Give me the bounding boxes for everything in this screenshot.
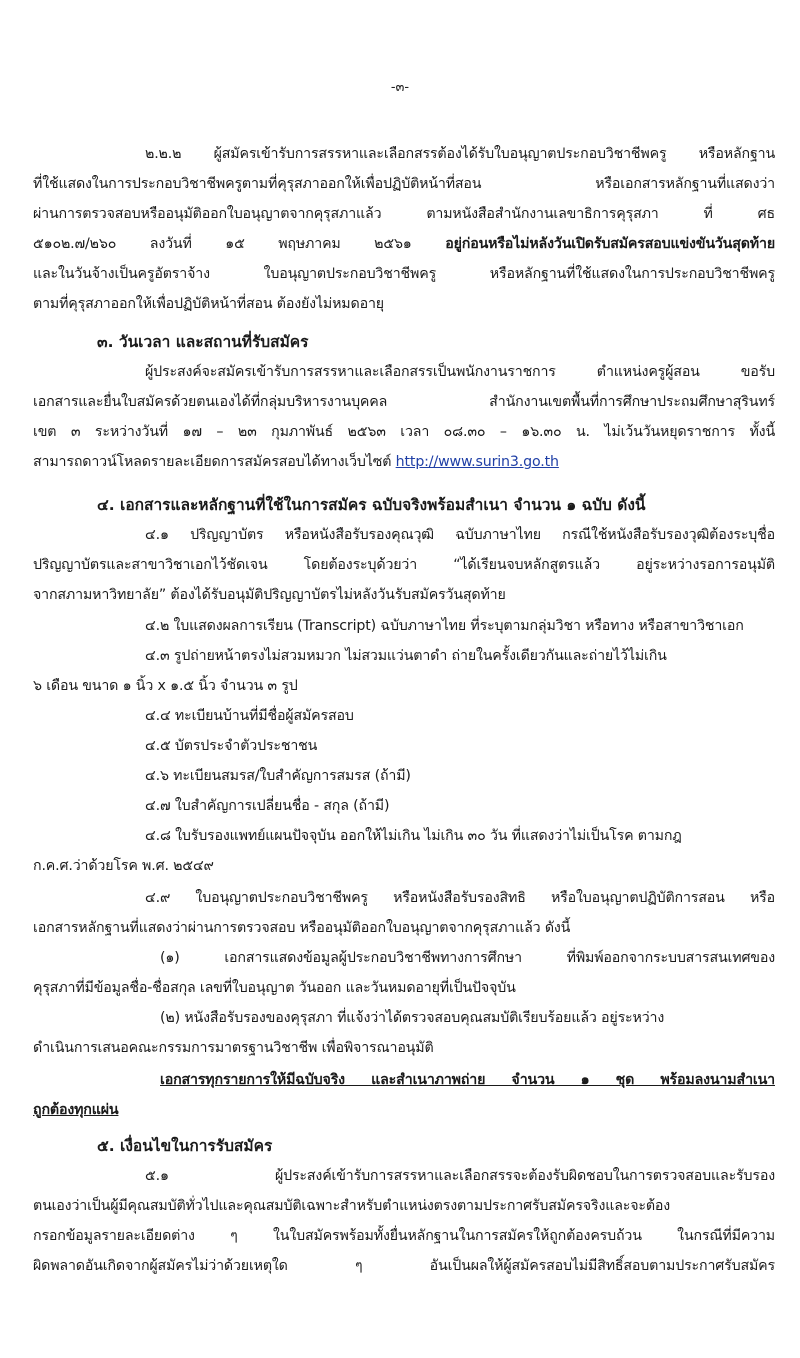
section-heading-4: ๔. เอกสารและหลักฐานที่ใช้ในการสมัคร ฉบับจริงพร้อมสำเนา จำนวน ๑ ฉบับ ดังนี้ [97, 496, 646, 514]
page-number: -๓- [390, 80, 410, 95]
paragraph-line: ดำเนินการเสนอคณะกรรมการมาตรฐานวิชาชีพ เพื่อพิจารณาอนุมัติ [33, 1040, 434, 1056]
paragraph-line: ตนเองว่าเป็นผู้มีคุณสมบัติทั่วไปและคุณสมบัติเฉพาะสำหรับตำแหน่งตรงตามประกาศรับสมัครจริงและจะต้อง [33, 1198, 671, 1214]
list-item: ๔.๖ ทะเบียนสมรส/ใบสำคัญการสมรส (ถ้ามี) [145, 768, 411, 784]
list-item: ๔.๙ ใบอนุญาตประกอบวิชาชีพครู หรือหนังสือรับรองสิทธิ หรือใบอนุญาตปฏิบัติการสอน หรือ [145, 890, 775, 906]
paragraph-line: ผิดพลาดอันเกิดจากผู้สมัครไม่ว่าด้วยเหตุใด ๆ อันเป็นผลให้ผู้สมัครสอบไม่มีสิทธิ์สอบตามประกาศรับสมัคร [33, 1258, 775, 1274]
sub-list-item: (๒) หนังสือรับรองของคุรุสภา ที่แจ้งว่าได้ตรวจสอบคุณสมบัติเรียบร้อยแล้ว อยู่ระหว่าง [160, 1010, 665, 1026]
paragraph-line: ตามที่คุรุสภาออกให้เพื่อปฏิบัติหน้าที่สอน ต้องยังไม่หมดอายุ [33, 296, 384, 312]
sub-list-item: (๑) เอกสารแสดงข้อมูลผู้ประกอบวิชาชีพทางการศึกษา ที่พิมพ์ออกจากระบบสารสนเทศของ [160, 950, 775, 966]
paragraph-line: กรอกข้อมูลรายละเอียดต่าง ๆ ในใบสมัครพร้อมทั้งยื่นหลักฐานในการสมัครให้ถูกต้องครบถ้วน ในกรณีที่มีความ [33, 1228, 775, 1244]
paragraph-line: ๔.๑ ปริญญาบัตร หรือหนังสือรับรองคุณวุฒิ ฉบับภาษาไทย กรณีใช้หนังสือรับรองวุฒิต้องระบุชื่อ [145, 527, 775, 543]
download-text: สามารถดาวน์โหลดรายละเอียดการสมัครสอบได้ทางเว็บไซต์ [33, 454, 392, 470]
list-item: ๔.๗ ใบสำคัญการเปลี่ยนชื่อ - สกุล (ถ้ามี) [145, 798, 390, 814]
section-heading-3: ๓. วันเวลา และสถานที่รับสมัคร [97, 333, 309, 351]
website-link[interactable]: http://www.surin3.go.th [395, 454, 559, 470]
paragraph-line: ก.ค.ศ.ว่าด้วยโรค พ.ศ. ๒๕๔๙ [33, 858, 214, 874]
note-underlined: ถูกต้องทุกแผ่น [33, 1102, 119, 1118]
paragraph-line: ๒.๒.๒ ผู้สมัครเข้ารับการสรรหาและเลือกสรรต้องได้รับใบอนุญาตประกอบวิชาชีพครู หรือหลักฐาน [145, 146, 775, 162]
paragraph-line: ๔.๒ ใบแสดงผลการเรียน (Transcript) ฉบับภาษาไทย ที่ระบุตามกลุ่มวิชา หรือทาง หรือสาขาวิชาเอก [145, 618, 744, 634]
list-item: ๔.๔ ทะเบียนบ้านที่มีชื่อผู้สมัครสอบ [145, 708, 354, 724]
paragraph-line: คุรุสภาที่มีข้อมูลชื่อ-ชื่อสกุล เลขที่ใบอนุญาต วันออก และวันหมดอายุที่เป็นปัจจุบัน [33, 980, 516, 996]
license-ref-text: ๕๑๐๒.๗/๒๖๐ ลงวันที่ ๑๕ พฤษภาคม ๒๕๖๑ [33, 236, 412, 252]
paragraph-line: ผู้ประสงค์จะสมัครเข้ารับการสรรหาและเลือกสรรเป็นพนักงานราชการ ตำแหน่งครูผู้สอน ขอรับ [145, 364, 775, 380]
paragraph-line: และในวันจ้างเป็นครูอัตราจ้าง ใบอนุญาตประกอบวิชาชีพครู หรือหลักฐานที่ใช้แสดงในการประกอบวิชาชีพครู [33, 266, 775, 282]
paragraph-line: ปริญญาบัตรและสาขาวิชาเอกไว้ชัดเจน โดยต้องระบุด้วยว่า “ได้เรียนจบหลักสูตรแล้ว อยู่ระหว่างรอการอนุมัติ [33, 557, 775, 573]
paragraph-line: ผ่านการตรวจสอบหรืออนุมัติออกใบอนุญาตจากคุรุสภาแล้ว ตามหนังสือสำนักงานเลขาธิการคุรุสภา ที่ ศธ [33, 206, 775, 222]
paragraph-line: ๕.๑ ผู้ประสงค์เข้ารับการสรรหาและเลือกสรรจะต้องรับผิดชอบในการตรวจสอบและรับรอง [145, 1168, 775, 1184]
paragraph-line: ที่ใช้แสดงในการประกอบวิชาชีพครูตามที่คุรุสภาออกให้เพื่อปฏิบัติหน้าที่สอน หรือเอกสารหลักฐานที่แสดงว่า [33, 176, 775, 192]
paragraph-line: เอกสารหลักฐานที่แสดงว่าผ่านการตรวจสอบ หรืออนุมัติออกใบอนุญาตจากคุรุสภาแล้ว ดังนี้ [33, 920, 571, 936]
paragraph-line: เขต ๓ ระหว่างวันที่ ๑๗ – ๒๓ กุมภาพันธ์ ๒๕๖๓ เวลา ๐๘.๓๐ – ๑๖.๓๐ น. ไม่เว้นวันหยุดราชการ ทั้งนี้ [33, 424, 775, 440]
paragraph-line [33, 229, 775, 259]
list-item: ๔.๕ บัตรประจำตัวประชาชน [145, 738, 318, 754]
paragraph-line: จากสภามหาวิทยาลัย” ต้องได้รับอนุมัติปริญญาบัตรไม่หลังวันรับสมัครวันสุดท้าย [33, 587, 506, 603]
note-underlined: เอกสารทุกรายการให้มีฉบับจริง และสำเนาภาพถ่าย จำนวน ๑ ชุด พร้อมลงนามสำเนา [160, 1072, 775, 1088]
paragraph-line: ๔.๓ รูปถ่ายหน้าตรงไม่สวมหมวก ไม่สวมแว่นตาดำ ถ่ายในครั้งเดียวกันและถ่ายไว้ไม่เกิน [145, 648, 667, 664]
list-item: ๔.๘ ใบรับรองแพทย์แผนปัจจุบัน ออกให้ไม่เกิน ไม่เกิน ๓๐ วัน ที่แสดงว่าไม่เป็นโรค ตามกฎ [145, 828, 682, 844]
section-heading-5: ๕. เงื่อนไขในการรับสมัคร [97, 1137, 273, 1155]
paragraph-line [33, 447, 775, 477]
paragraph-line: ๖ เดือน ขนาด ๑ นิ้ว x ๑.๕ นิ้ว จำนวน ๓ รูป [33, 678, 298, 694]
paragraph-line: เอกสารและยื่นใบสมัครด้วยตนเองได้ที่กลุ่มบริหารงานบุคคล สำนักงานเขตพื้นที่การศึกษาประถมศึกษาสุรินทร์ [33, 394, 775, 410]
deadline-bold-text: อยู่ก่อนหรือไม่หลังวันเปิดรับสมัครสอบแข่งขันวันสุดท้าย [445, 236, 775, 252]
